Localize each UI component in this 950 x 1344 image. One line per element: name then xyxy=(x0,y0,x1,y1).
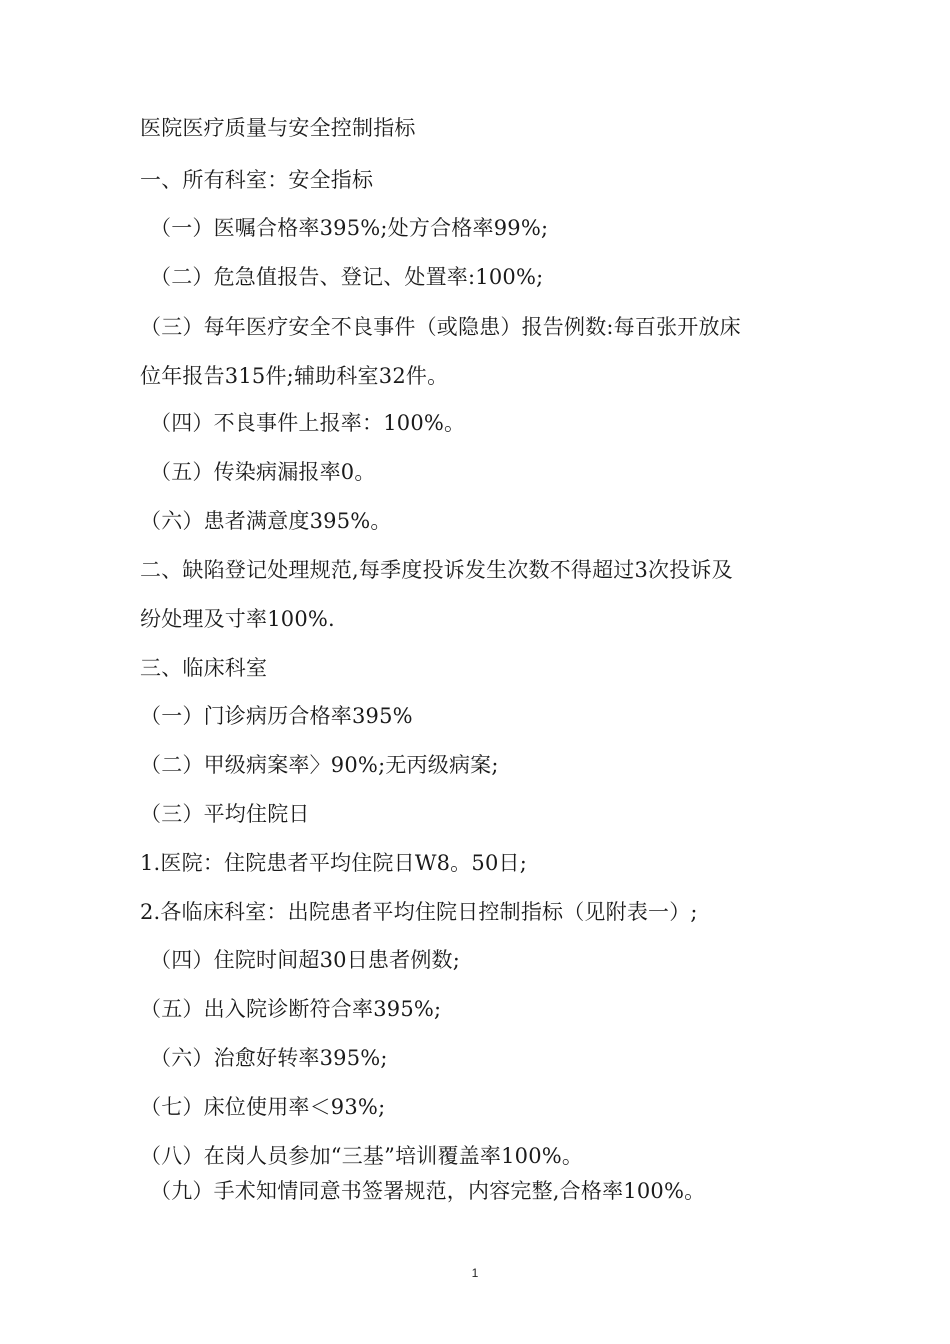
list-item: （九）手术知情同意书签署规范，内容完整,合格率100%。 xyxy=(150,1179,706,1203)
sub-list-item: 2.各临床科室：出院患者平均住院日控制指标（见附表一）; xyxy=(140,900,698,924)
list-item: （八）在岗人员参加“三基”培训覆盖率100%。 xyxy=(140,1144,584,1168)
section-heading: 一、所有科室：安全指标 xyxy=(140,168,374,192)
list-item: （七）床位使用率＜93%; xyxy=(140,1095,386,1119)
sub-list-item: 1.医院：住院患者平均住院日W8。50日; xyxy=(140,851,527,875)
list-item: （一）门诊病历合格率395% xyxy=(140,704,413,728)
section-continuation: 纷处理及寸率100%. xyxy=(140,607,335,631)
list-item: （四）住院时间超30日患者例数; xyxy=(150,948,460,972)
document-title: 医院医疗质量与安全控制指标 xyxy=(140,116,416,140)
list-item: （三）平均住院日 xyxy=(140,802,310,826)
list-item: （五）出入院诊断符合率395%; xyxy=(140,997,442,1021)
list-item: （六）患者满意度395%。 xyxy=(140,509,392,533)
list-item: （二）危急值报告、登记、处置率:100%; xyxy=(150,265,544,289)
section-heading: 二、缺陷登记处理规范,每季度投诉发生次数不得超过3次投诉及 xyxy=(140,558,733,582)
list-item: （四）不良事件上报率：100%。 xyxy=(150,411,466,435)
list-item: （五）传染病漏报率0。 xyxy=(150,460,376,484)
section-heading: 三、临床科室 xyxy=(140,656,268,680)
page-number: 1 xyxy=(471,1266,479,1280)
list-item-continuation: 位年报告315件;辅助科室32件。 xyxy=(140,364,449,388)
list-item: （三）每年医疗安全不良事件（或隐患）报告例数:每百张开放床 xyxy=(140,315,741,339)
list-item: （一）医嘱合格率395%;处方合格率99%; xyxy=(150,216,549,240)
list-item: （二）甲级病案率〉90%;无丙级病案; xyxy=(140,753,499,777)
list-item: （六）治愈好转率395%; xyxy=(150,1046,388,1070)
